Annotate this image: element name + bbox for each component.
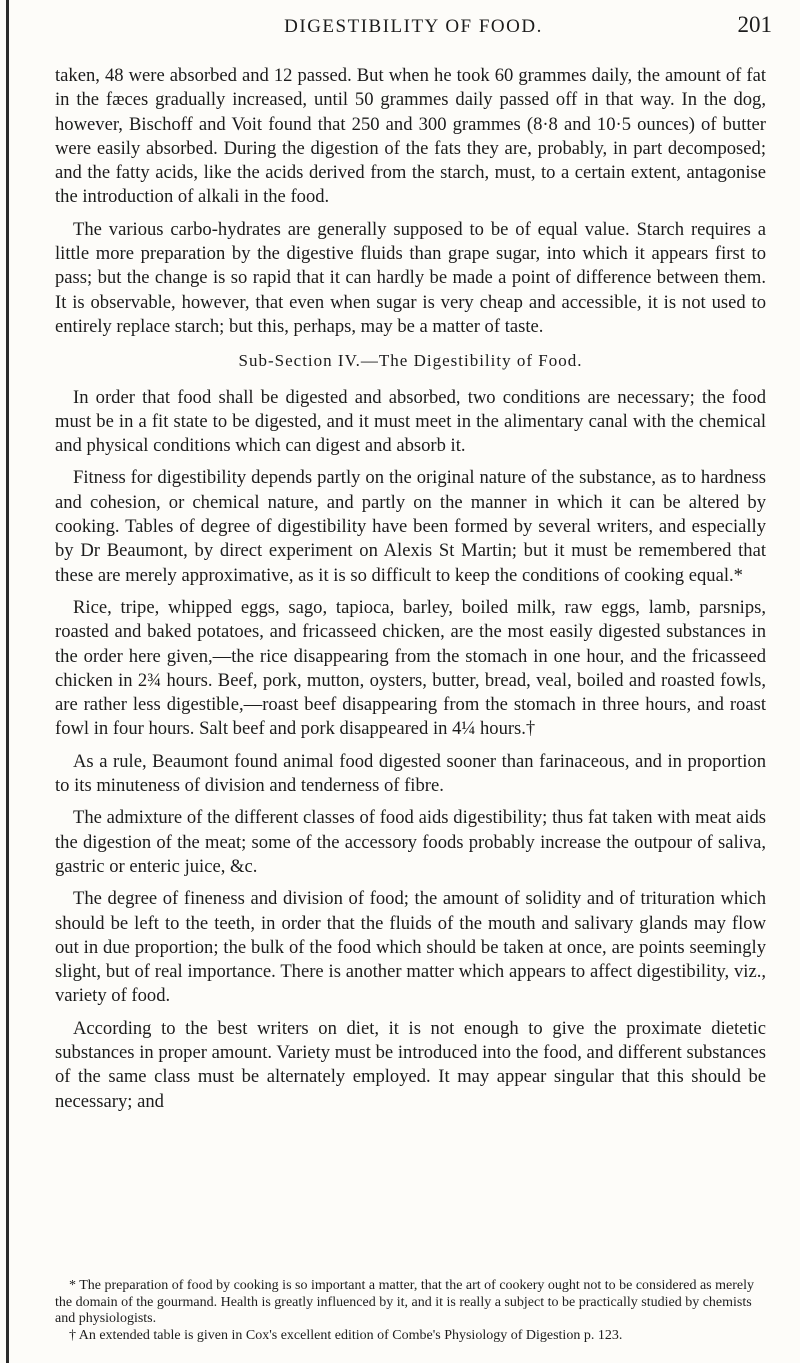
paragraph: The various carbo-hydrates are generally supposed to be of equal value. Starch requires a little more preparation by the digestive fluids than grape sugar, into which it appears first to pass; but the change is so rapid that it can hardly be made a point of difference between them. It is observable, however, that even when sugar is very cheap and accessible, it is not used to entirely replace starch; but this, perhaps, may be a matter of taste. bbox=[55, 218, 766, 337]
footnotes bbox=[55, 1278, 766, 1344]
paragraph: According to the best writers on diet, it is not enough to give the proximate dietetic substances in proper amount. Variety must be introduced into the food, and different substances of the same class must be alternately employed. It may appear singular that this should be necessary; and bbox=[55, 1017, 766, 1112]
paragraph: The admixture of the different classes of food aids digestibility; thus fat taken with meat aids the digestion of the meat; some of the accessory foods probably increase the outpour of saliva, gastric or enteric juice, &c. bbox=[55, 807, 766, 877]
paragraph: The degree of fineness and division of food; the amount of solidity and of trituration which should be left to the teeth, in order that the fluids of the mouth and salivary glands may flow out in due proportion; the bulk of the food which should be taken at once, are points seemingly slight, but of real importance. There is another matter which appears to affect digestibility, viz., variety of food. bbox=[55, 888, 766, 1007]
paragraph: As a rule, Beaumont found animal food digested sooner than farinaceous, and in proportion to its minuteness of division and tenderness of fibre. bbox=[55, 750, 766, 797]
running-head: DIGESTIBILITY OF FOOD. bbox=[284, 16, 543, 37]
section-heading: Sub-Section IV.—The Digestibility of Food. bbox=[238, 351, 583, 371]
binding-edge bbox=[6, 0, 9, 1363]
paragraph: Rice, tripe, whipped eggs, sago, tapioca, barley, boiled milk, raw eggs, lamb, parsnips, roasted and baked potatoes, and fricasseed chicken, are the most easily digested substances in the order here given,—the rice disappearing from the stomach in one hour, and the fricasseed chicken in 2¾ hours. Beef, pork, mutton, oysters, butter, bread, veal, boiled and roasted fowls, are rather less digestible,—roast beef disappearing from the stomach in three hours, and roast fowl in four hours. Salt beef and pork disappeared in 4¼ hours.† bbox=[55, 596, 766, 740]
footnote: † An extended table is given in Cox's excellent edition of Combe's Physiology of Digestion p. 123. bbox=[69, 1327, 623, 1343]
footnote: * The preparation of food by cooking is so important a matter, that the art of cookery ought not to be considered as merely the domain of the gourmand. Health is greatly influenced by it, and it is really a subject to be practically studied by chemists and physiologists. bbox=[55, 1278, 754, 1326]
paragraph: In order that food shall be digested and absorbed, two conditions are necessary; the food must be in a fit state to be digested, and it must meet in the alimentary canal with the chemical and physical conditions which can digest and absorb it. bbox=[55, 386, 766, 457]
paragraph: Fitness for digestibility depends partly on the original nature of the substance, as to hardness and cohesion, or chemical nature, and partly on the manner in which it can be altered by cooking. Tables of degree of digestibility have been formed by several writers, and especially by Dr Beaumont, by direct experiment on Alexis St Martin; but it must be remembered that these are merely approximative, as it is so difficult to keep the conditions of cooking equal.* bbox=[55, 467, 766, 586]
paragraph: taken, 48 were absorbed and 12 passed. But when he took 60 grammes daily, the amount of fat in the fæces gradually increased, until 50 grammes daily passed off in that way. In the dog, however, Bischoff and Voit found that 250 and 300 grammes (8·8 and 10·5 ounces) of butter were easily absorbed. During the digestion of the fats they are, probably, in part decomposed; and the fatty acids, like the acids derived from the starch, must, to a certain extent, antagonise the introduction of alkali in the food. bbox=[55, 65, 766, 208]
body-text bbox=[55, 64, 766, 1122]
page-number: 201 bbox=[737, 12, 772, 37]
page-header bbox=[55, 12, 772, 48]
